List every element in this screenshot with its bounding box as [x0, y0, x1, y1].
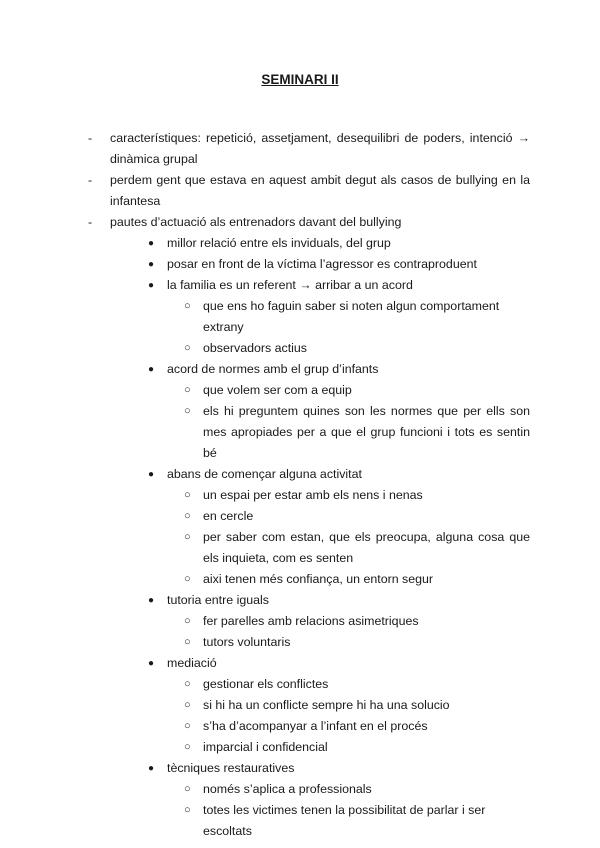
sublist-item	[148, 653, 530, 758]
sublist-item	[148, 359, 530, 464]
nested-item	[184, 779, 530, 800]
bullet-marker: ●	[148, 364, 155, 375]
sublist-item	[148, 758, 530, 842]
sublist-item-text: mediació	[167, 656, 217, 670]
nested-item-text: s’ha d’acompanyar a l’infant en el procés	[203, 719, 428, 733]
nested-list	[167, 611, 530, 653]
list-item-text: perdem gent que estava en aquest ambit degut als casos de bullying en la infantesa	[110, 173, 530, 208]
circle-marker: ○	[184, 510, 191, 522]
sublist-item-text: tècniques restauratives	[167, 761, 295, 775]
sublist-item-text: tutoria entre iguals	[167, 593, 269, 607]
sublist-item	[148, 254, 530, 275]
nested-item	[184, 401, 530, 464]
document-title: SEMINARI II	[261, 72, 339, 87]
bullet-marker: ●	[148, 763, 155, 774]
bullet-marker: ●	[148, 238, 155, 249]
nested-item	[184, 296, 530, 338]
nested-item-text: que volem ser com a equip	[203, 383, 352, 397]
circle-marker: ○	[184, 531, 191, 543]
nested-list	[167, 485, 530, 590]
bullet-marker: ●	[148, 280, 155, 291]
circle-marker: ○	[184, 342, 191, 354]
sublist-item-text: acord de normes amb el grup d’infants	[167, 362, 379, 376]
nested-item-text: imparcial i confidencial	[203, 740, 328, 754]
nested-item-text: si hi ha un conflicte sempre hi ha una solucio	[203, 698, 450, 712]
nested-item	[184, 485, 530, 506]
nested-item-text: només s’aplica a professionals	[203, 782, 372, 796]
nested-item	[184, 380, 530, 401]
sublist-item	[148, 464, 530, 590]
sublist-item-text: abans de començar alguna activitat	[167, 467, 362, 481]
nested-item	[184, 338, 530, 359]
bullet-marker: ●	[148, 658, 155, 669]
nested-item-text: que ens ho faguin saber si noten algun comportament extrany	[203, 299, 500, 334]
circle-marker: ○	[184, 699, 191, 711]
nested-item	[184, 716, 530, 737]
nested-item-text: els hi preguntem quines son les normes que per ells son mes apropiades per a que el grup funcioni i tots es sentin bé	[203, 404, 530, 460]
dash-marker: -	[88, 131, 93, 145]
nested-list	[167, 674, 530, 758]
sublist-item-text: posar en front de la víctima l’agressor es contraproduent	[167, 257, 477, 271]
nested-item-text: en cercle	[203, 509, 254, 523]
sublist	[110, 233, 530, 842]
bullet-marker: ●	[148, 469, 155, 480]
nested-list	[167, 296, 530, 359]
nested-item	[184, 569, 530, 590]
sublist-item	[148, 275, 530, 359]
nested-item-text: fer parelles amb relacions asimetriques	[203, 614, 419, 628]
circle-marker: ○	[184, 489, 191, 501]
circle-marker: ○	[184, 804, 191, 816]
circle-marker: ○	[184, 573, 191, 585]
dash-marker: -	[88, 215, 93, 229]
dash-marker: -	[88, 173, 93, 187]
nested-item	[184, 632, 530, 653]
nested-item-text: aixi tenen més confiança, un entorn segur	[203, 572, 434, 586]
nested-list	[167, 380, 530, 464]
nested-item	[184, 527, 530, 569]
sublist-item	[148, 590, 530, 653]
bullet-marker: ●	[148, 259, 155, 270]
list-item	[88, 128, 530, 170]
nested-item	[184, 737, 530, 758]
list-item-text: pautes d’actuació als entrenadors davant del bullying	[110, 215, 402, 229]
circle-marker: ○	[184, 384, 191, 396]
circle-marker: ○	[184, 615, 191, 627]
circle-marker: ○	[184, 678, 191, 690]
nested-item-text: observadors actius	[203, 341, 307, 355]
nested-item-text: per saber com estan, que els preocupa, alguna cosa que els inquieta, com es senten	[203, 530, 530, 565]
nested-item-text: tutors voluntaris	[203, 635, 291, 649]
nested-item	[184, 674, 530, 695]
circle-marker: ○	[184, 720, 191, 732]
nested-item	[184, 506, 530, 527]
list-item-text: característiques: repetició, assetjament, desequilibri de poders, intenció → dinàmica grupal	[110, 131, 530, 166]
circle-marker: ○	[184, 300, 191, 312]
circle-marker: ○	[184, 636, 191, 648]
nested-item-text: totes les victimes tenen la possibilitat de parlar i ser escoltats	[203, 803, 486, 838]
nested-item	[184, 695, 530, 716]
sublist-item	[148, 233, 530, 254]
circle-marker: ○	[184, 741, 191, 753]
circle-marker: ○	[184, 783, 191, 795]
sublist-item-text: la familia es un referent → arribar a un acord	[167, 278, 413, 292]
list-item	[88, 170, 530, 212]
main-list	[88, 128, 530, 842]
nested-item-text: un espai per estar amb els nens i nenas	[203, 488, 423, 502]
list-item	[88, 212, 530, 842]
nested-list	[167, 779, 530, 842]
sublist-item-text: millor relació entre els inviduals, del grup	[167, 236, 391, 250]
circle-marker: ○	[184, 405, 191, 417]
nested-item	[184, 800, 530, 842]
bullet-marker: ●	[148, 595, 155, 606]
nested-item-text: gestionar els conflictes	[203, 677, 329, 691]
nested-item	[184, 611, 530, 632]
